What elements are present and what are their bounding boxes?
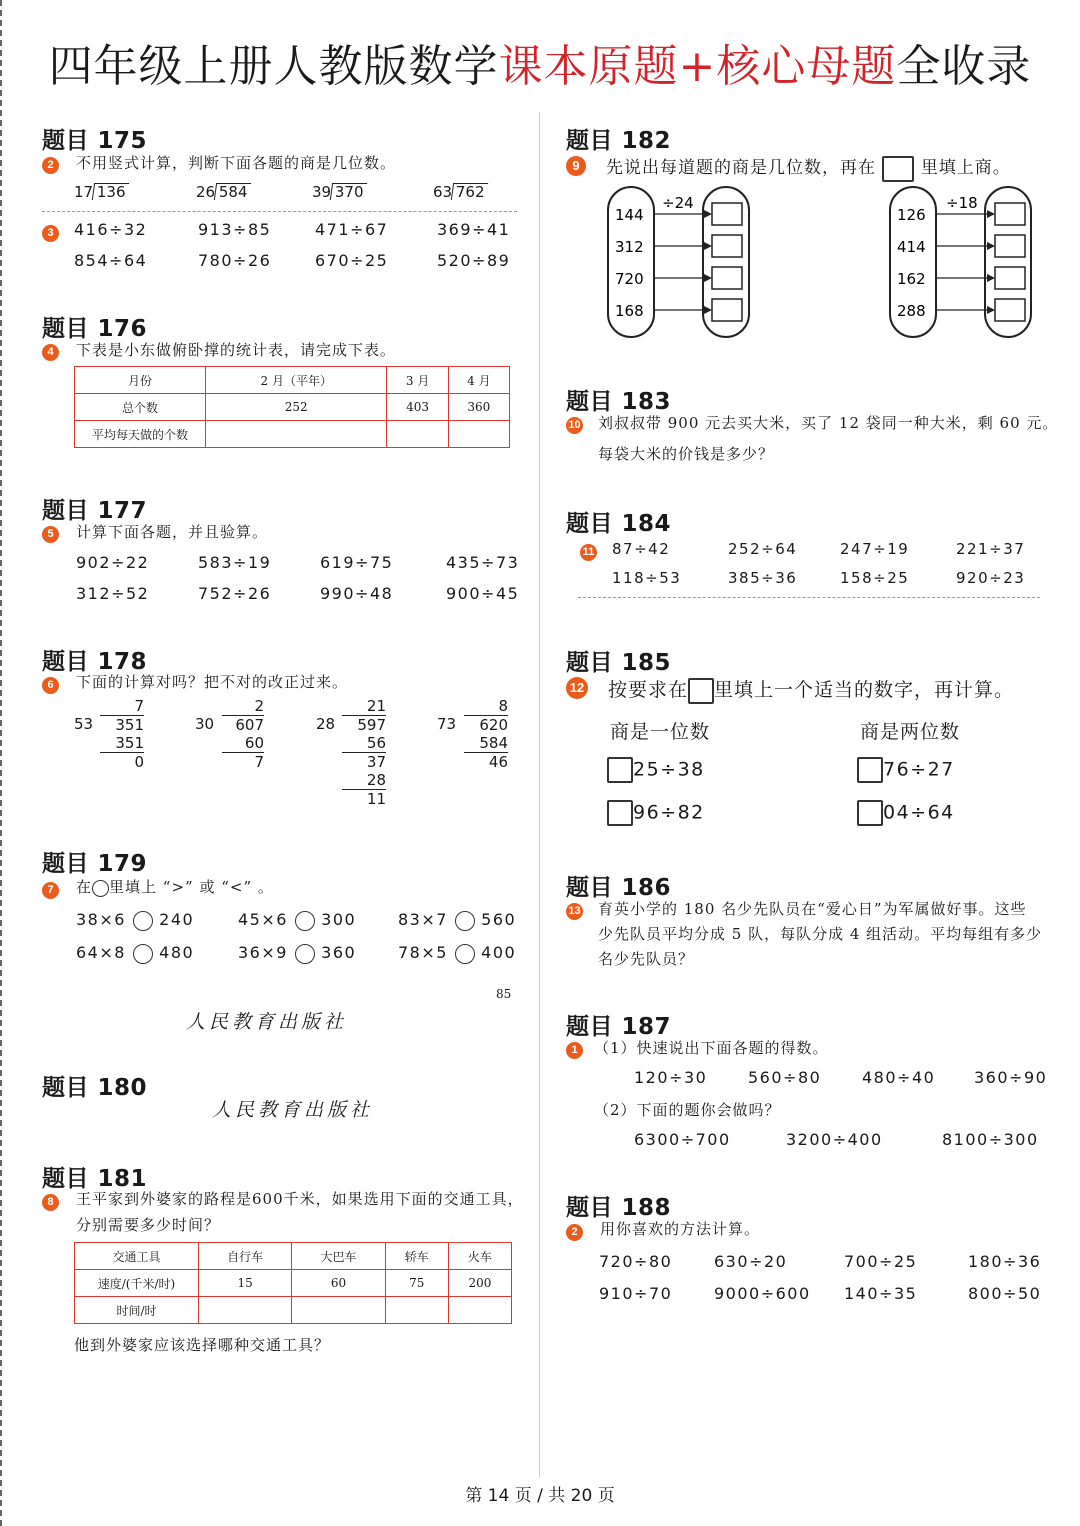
number-badge: 1 <box>566 1042 583 1059</box>
table-cell: 总个数 <box>75 394 206 421</box>
dividend-label: 288 <box>897 302 926 320</box>
expression: 471÷67 <box>315 220 389 239</box>
question-176-text: 下表是小东做俯卧撑的统计表，请完成下表。 <box>76 341 397 359</box>
table-cell <box>448 1297 511 1324</box>
expression: 120÷30 <box>634 1068 708 1087</box>
dividend-label: 144 <box>615 206 644 224</box>
expression: 902÷22 <box>76 553 150 572</box>
question-178-text: 下面的计算对吗？把不对的改正过来。 <box>76 673 349 691</box>
expression: 800÷50 <box>968 1284 1042 1303</box>
question-177-text: 计算下面各题，并且验算。 <box>76 523 269 541</box>
table-cell <box>199 1297 292 1324</box>
question-187 <box>566 1038 583 1059</box>
number-badge: 7 <box>42 882 59 899</box>
expression: 252÷64 <box>728 540 798 558</box>
question-text: 在 <box>76 878 93 896</box>
expression: 854÷64 <box>74 251 148 270</box>
comparison: 45×6 300 <box>238 910 357 929</box>
fill-expression: 25÷38 <box>607 757 705 783</box>
expression: 158÷25 <box>840 569 910 587</box>
vertical-division-1 <box>100 697 144 771</box>
problem-185-heading: 题目 185 <box>566 650 672 676</box>
dividend-label: 312 <box>615 238 644 256</box>
number-badge: 10 <box>566 417 583 434</box>
expression: 619÷75 <box>320 553 394 572</box>
table-header-cell: 月份 <box>75 367 206 394</box>
dotted-separator <box>578 597 1040 598</box>
quotient: 21 <box>366 697 386 715</box>
question-181-followup: 他到外婆家应该选择哪种交通工具？ <box>74 1336 331 1354</box>
question-188 <box>566 1220 583 1241</box>
expression: 416÷32 <box>74 220 148 239</box>
problem-186-heading: 题目 186 <box>566 875 672 901</box>
comparison: 78×5 400 <box>398 943 517 962</box>
page-title: 四年级上册人教版数学课本原题+核心母题全收录 <box>48 41 1032 92</box>
quotient: 7 <box>134 697 144 715</box>
expression: 360÷90 <box>974 1068 1048 1087</box>
subtrahend: 584 <box>479 734 508 752</box>
dividend-label: 126 <box>897 206 926 224</box>
table-cell: 75 <box>385 1270 448 1297</box>
vertical-division-2 <box>222 697 264 771</box>
divisor: 53 <box>74 715 94 733</box>
problem-181-heading: 题目 181 <box>42 1166 148 1192</box>
long-division: 63 762 <box>433 183 487 201</box>
column-heading: 商是一位数 <box>610 721 711 743</box>
transport-table <box>74 1242 512 1324</box>
table-header-cell: 火车 <box>448 1243 511 1270</box>
expression: 480÷40 <box>862 1068 936 1087</box>
division-mapping-1 <box>600 183 760 343</box>
number-badge: 2 <box>566 1224 583 1241</box>
subtrahend: 28 <box>366 771 386 789</box>
question-183-text: 刘叔叔带 900 元去买大米，买了 12 袋同一种大米，剩 60 元。 <box>598 414 1059 432</box>
expression: 8100÷300 <box>942 1130 1039 1149</box>
question-184 <box>580 540 597 561</box>
table-cell: 360 <box>448 394 509 421</box>
table-cell: 403 <box>387 394 448 421</box>
problem-176-heading: 题目 176 <box>42 316 148 342</box>
expression: 780÷26 <box>198 251 272 270</box>
question-186-text: 名少先队员？ <box>598 950 695 968</box>
remainder: 11 <box>342 789 386 808</box>
comparison: 36×9 360 <box>238 943 357 962</box>
question-178 <box>42 673 59 694</box>
question-179 <box>42 878 59 899</box>
subtrahend: 60 <box>244 734 264 752</box>
question-185-text: 按要求在 里填上一个适当的数字，再计算。 <box>608 675 1014 704</box>
dividend-label: 168 <box>615 302 644 320</box>
operator-label: ÷24 <box>662 194 694 212</box>
table-cell: 60 <box>292 1270 385 1297</box>
subtrahend: 56 <box>366 734 386 752</box>
expression: 6300÷700 <box>634 1130 731 1149</box>
dividend: 351 <box>100 715 144 734</box>
expression: 435÷73 <box>446 553 520 572</box>
partial-remainder: 37 <box>342 752 386 771</box>
remainder: 0 <box>100 752 144 771</box>
number-badge: 6 <box>42 677 59 694</box>
question-176 <box>42 340 59 361</box>
dividend: 620 <box>464 715 508 734</box>
problem-179-heading: 题目 179 <box>42 851 148 877</box>
question-183 <box>566 413 583 434</box>
table-cell <box>387 421 448 448</box>
table-header-cell: 4 月 <box>448 367 509 394</box>
divisor: 73 <box>437 715 457 733</box>
expression: 9000÷600 <box>714 1284 811 1303</box>
problem-188-heading: 题目 188 <box>566 1195 672 1221</box>
fill-expression: 04÷64 <box>857 800 955 826</box>
table-header-cell: 3 月 <box>387 367 448 394</box>
book-page-number: 85 <box>496 987 512 1001</box>
expression: 583÷19 <box>198 553 272 572</box>
comparison: 38×6 240 <box>76 910 195 929</box>
comparison: 83×7 560 <box>398 910 517 929</box>
expression: 990÷48 <box>320 584 394 603</box>
table-cell: 平均每天做的个数 <box>75 421 206 448</box>
question-text: 里填上 “>” 或 “<” 。 <box>109 878 274 896</box>
answer-box[interactable] <box>688 678 714 704</box>
problem-182-heading: 题目 182 <box>566 128 672 154</box>
table-cell: 252 <box>206 394 387 421</box>
expression: 87÷42 <box>612 540 671 558</box>
expression: 670÷25 <box>315 251 389 270</box>
answer-box[interactable] <box>857 800 883 826</box>
page-edge-dashed <box>0 0 3 1526</box>
answer-box[interactable] <box>607 800 633 826</box>
remainder: 46 <box>464 752 508 771</box>
question-182 <box>566 155 586 176</box>
subtrahend: 351 <box>115 734 144 752</box>
question-187-part2: （2）下面的题你会做吗？ <box>594 1101 781 1119</box>
remainder: 7 <box>222 752 264 771</box>
table-cell <box>206 421 387 448</box>
table-header-cell: 自行车 <box>199 1243 292 1270</box>
operator-label: ÷18 <box>946 194 978 212</box>
long-division: 17 136 <box>74 183 128 201</box>
question-186 <box>566 899 583 920</box>
table-header-cell: 2 月（平年） <box>206 367 387 394</box>
number-badge: 9 <box>566 156 586 176</box>
expression: 900÷45 <box>446 584 520 603</box>
column-heading: 商是两位数 <box>860 721 961 743</box>
expression: 180÷36 <box>968 1252 1042 1271</box>
answer-circle[interactable] <box>133 911 153 931</box>
fill-expression: 76÷27 <box>857 757 955 783</box>
dividend-label: 414 <box>897 238 926 256</box>
answer-circle[interactable] <box>455 944 475 964</box>
problem-178-heading: 题目 178 <box>42 649 148 675</box>
dividend-label: 720 <box>615 270 644 288</box>
table-row <box>75 421 510 448</box>
table-cell: 时间/时 <box>75 1297 199 1324</box>
question-181-text: 王平家到外婆家的路程是600千米，如果选用下面的交通工具， <box>76 1190 524 1208</box>
quotient: 8 <box>498 697 508 715</box>
answer-box[interactable] <box>607 757 633 783</box>
problem-183-heading: 题目 183 <box>566 389 672 415</box>
expression: 3200÷400 <box>786 1130 883 1149</box>
expression: 312÷52 <box>76 584 150 603</box>
table-row <box>75 1243 512 1270</box>
table-header-cell: 轿车 <box>385 1243 448 1270</box>
number-badge: 4 <box>42 344 59 361</box>
page-footer: 第 14 页 / 共 20 页 <box>465 1486 615 1506</box>
question-188-text: 用你喜欢的方法计算。 <box>600 1220 761 1238</box>
table-header-cell: 交通工具 <box>75 1243 199 1270</box>
long-division: 39 370 <box>312 183 366 201</box>
problem-177-heading: 题目 177 <box>42 498 148 524</box>
divisor: 28 <box>316 715 336 733</box>
expression: 920÷23 <box>956 569 1026 587</box>
number-badge: 5 <box>42 526 59 543</box>
table-row <box>75 1297 512 1324</box>
question-175-1 <box>42 153 59 174</box>
dividend-label: 162 <box>897 270 926 288</box>
expression: 720÷80 <box>599 1252 673 1271</box>
number-badge: 11 <box>580 544 597 561</box>
fill-expression: 96÷82 <box>607 800 705 826</box>
compare-circle-sample <box>92 880 109 897</box>
question-186-text: 少先队员平均分成 5 队，每队分成 4 组活动。平均每组有多少 <box>598 925 1043 943</box>
expression: 630÷20 <box>714 1252 788 1271</box>
expression: 385÷36 <box>728 569 798 587</box>
number-badge: 8 <box>42 1194 59 1211</box>
table-cell <box>448 421 509 448</box>
question-175-2 <box>42 221 59 242</box>
number-badge: 13 <box>566 903 583 920</box>
table-row <box>75 394 510 421</box>
table-cell: 15 <box>199 1270 292 1297</box>
problem-180-heading: 题目 180 <box>42 1075 148 1101</box>
answer-circle[interactable] <box>455 911 475 931</box>
question-181-text: 分别需要多少时间？ <box>76 1216 221 1234</box>
number-badge: 12 <box>566 677 588 699</box>
expression: 221÷37 <box>956 540 1026 558</box>
problem-175-heading: 题目 175 <box>42 128 148 154</box>
dividend: 607 <box>222 715 264 734</box>
publisher-logo: 人民教育出版社 <box>186 1011 348 1033</box>
pushup-stats-table <box>74 366 510 448</box>
table-cell <box>385 1297 448 1324</box>
long-division: 26 584 <box>196 183 250 201</box>
publisher-logo: 人民教育出版社 <box>212 1099 374 1121</box>
problem-184-heading: 题目 184 <box>566 511 672 537</box>
question-179-text <box>76 876 274 897</box>
answer-circle[interactable] <box>133 944 153 964</box>
problem-187-heading: 题目 187 <box>566 1014 672 1040</box>
vertical-division-3 <box>342 697 386 808</box>
dividend: 597 <box>342 715 386 734</box>
expression: 752÷26 <box>198 584 272 603</box>
question-175-1-text: 不用竖式计算，判断下面各题的商是几位数。 <box>76 154 397 172</box>
expression: 910÷70 <box>599 1284 673 1303</box>
table-row <box>75 367 510 394</box>
column-divider <box>539 112 540 1477</box>
answer-circle[interactable] <box>295 911 315 931</box>
vertical-division-4 <box>464 697 508 771</box>
expression: 700÷25 <box>844 1252 918 1271</box>
answer-circle[interactable] <box>295 944 315 964</box>
expression: 118÷53 <box>612 569 682 587</box>
question-187-part1: （1）快速说出下面各题的得数。 <box>594 1039 829 1057</box>
table-row <box>75 1270 512 1297</box>
answer-box[interactable] <box>857 757 883 783</box>
table-header-cell: 大巴车 <box>292 1243 385 1270</box>
table-cell: 200 <box>448 1270 511 1297</box>
dotted-separator <box>42 211 517 212</box>
table-cell <box>292 1297 385 1324</box>
question-182-text: 先说出每道题的商是几位数，再在 里填上商。 <box>606 153 1011 182</box>
question-185 <box>566 677 588 699</box>
comparison: 64×8 480 <box>76 943 195 962</box>
number-badge: 3 <box>42 225 59 242</box>
question-183-text: 每袋大米的价钱是多少？ <box>598 445 775 463</box>
number-badge: 2 <box>42 157 59 174</box>
expression: 140÷35 <box>844 1284 918 1303</box>
answer-box[interactable] <box>882 156 914 182</box>
question-181 <box>42 1190 59 1211</box>
divisor: 30 <box>195 715 215 733</box>
expression: 913÷85 <box>198 220 272 239</box>
expression: 247÷19 <box>840 540 910 558</box>
expression: 560÷80 <box>748 1068 822 1087</box>
expression: 369÷41 <box>437 220 511 239</box>
quotient: 2 <box>254 697 264 715</box>
question-186-text: 育英小学的 180 名少先队员在“爱心日”为军属做好事。这些 <box>598 900 1027 918</box>
table-cell: 速度/(千米/时) <box>75 1270 199 1297</box>
question-177 <box>42 522 59 543</box>
expression: 520÷89 <box>437 251 511 270</box>
division-mapping-2 <box>884 183 1044 343</box>
